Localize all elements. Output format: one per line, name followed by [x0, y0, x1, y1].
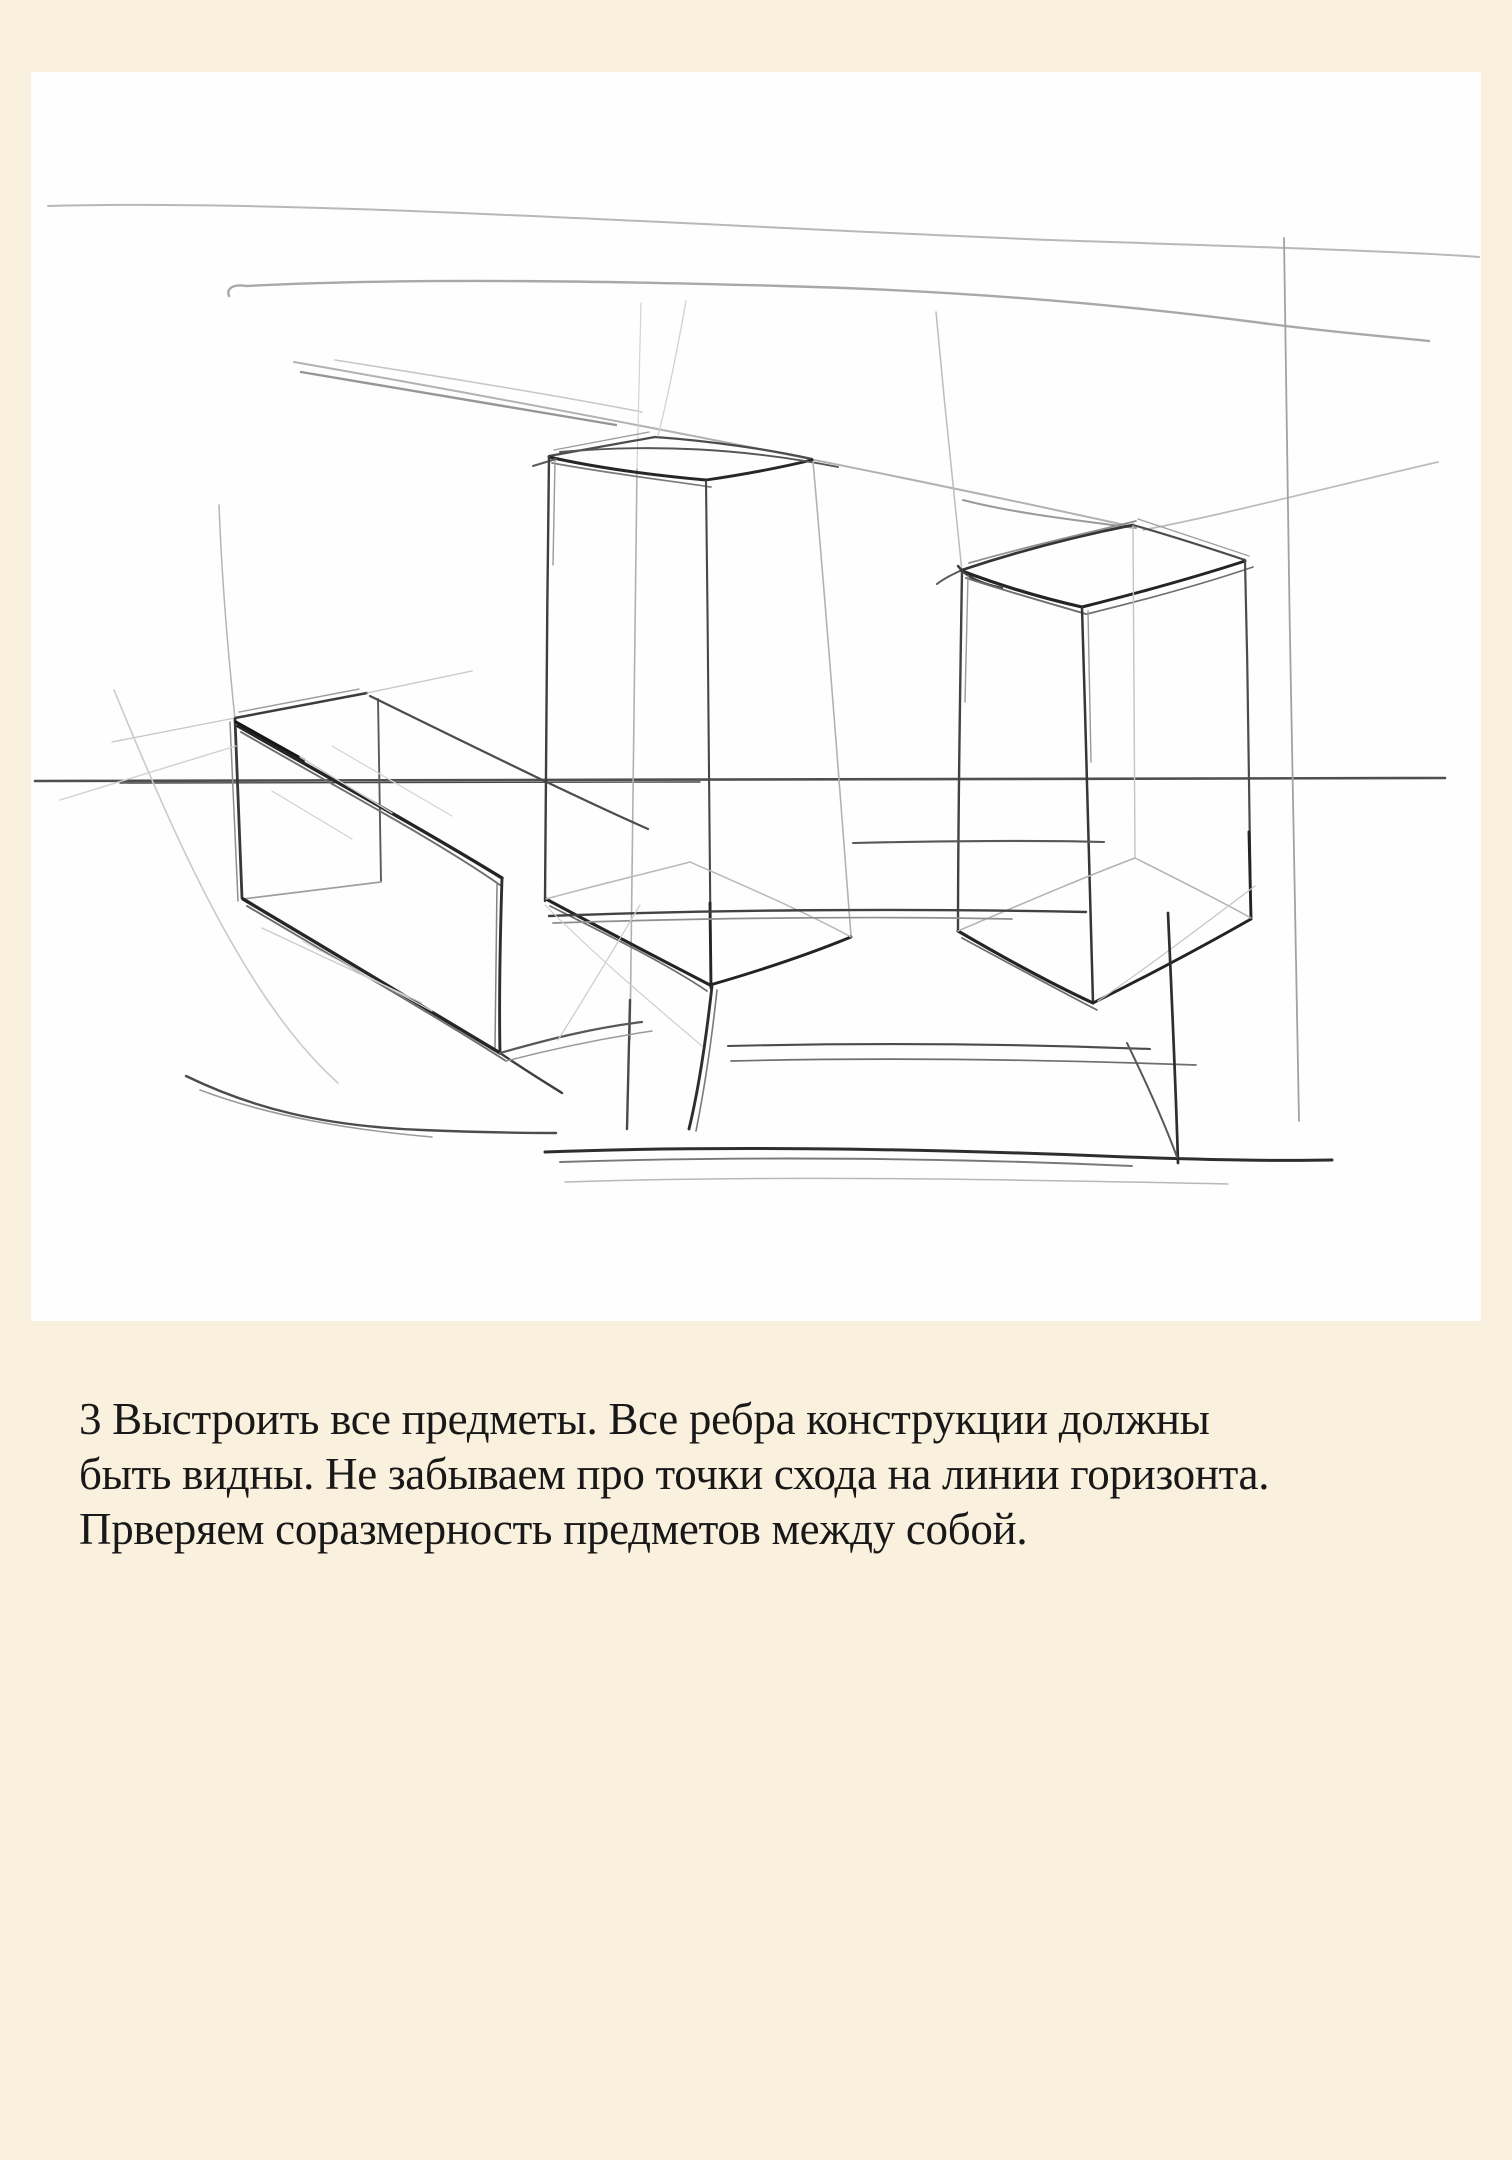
caption-line-2: быть видны. Не забываем про точки схода на линии горизонта.	[79, 1449, 1270, 1499]
sketch-canvas	[31, 72, 1481, 1321]
caption-line-1: 3 Выстроить все предметы. Все ребра конструкции должны	[79, 1394, 1210, 1444]
sketch-strokes	[35, 205, 1479, 1184]
perspective-sketch	[31, 72, 1481, 1321]
caption-line-3: Прверяем соразмерность предметов между собой.	[79, 1504, 1028, 1554]
caption	[79, 1392, 1379, 1557]
